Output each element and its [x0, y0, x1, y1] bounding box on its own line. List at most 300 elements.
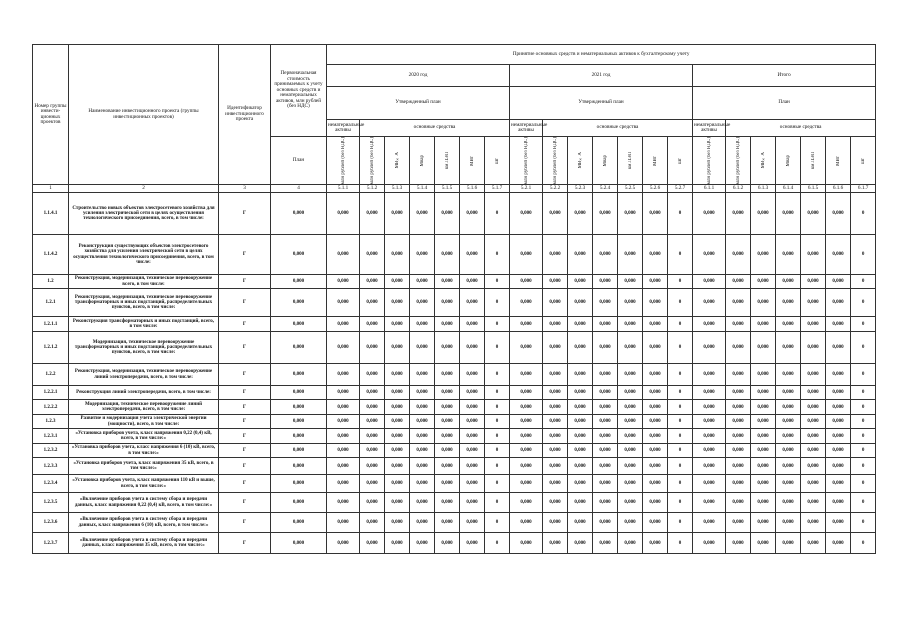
header-unit-label: млн рублей (без НДС) [706, 137, 712, 185]
row-value: 0,000 [751, 444, 776, 458]
row-value: 0,000 [751, 364, 776, 386]
row-project-name: Реконструкция, модернизация, техническое перевооружение трансформаторных и иных подстанций, распределительных пунктов, всего, в том числе: [69, 289, 219, 317]
row-value: 0,000 [385, 317, 410, 332]
row-project-id: Г [219, 444, 271, 458]
row-value: 0,000 [510, 429, 543, 444]
row-project-name: Реконструкция линий электропередачи, всего, в том числе: [69, 386, 219, 400]
row-value: 0,000 [643, 364, 668, 386]
row-value: 0,000 [460, 386, 485, 400]
row-project-name: «Установка приборов учета, класс напряжения 110 кВ и выше, всего, в том числе:» [69, 475, 219, 493]
row-value: 0,000 [543, 444, 568, 458]
row-value: 0,000 [385, 400, 410, 415]
row-value: 0,000 [726, 513, 751, 533]
row-value: 0,000 [693, 275, 726, 289]
row-value: 0,000 [435, 193, 460, 235]
row-number: 1.2.3.6 [33, 513, 69, 533]
row-value: 0,000 [568, 429, 593, 444]
row-value: 0,000 [801, 289, 826, 317]
row-value: 0,000 [543, 493, 568, 513]
header-unit [543, 137, 568, 185]
table-row [33, 415, 876, 429]
row-value: 0 [485, 513, 510, 533]
row-value: 0,000 [726, 415, 751, 429]
row-value: 0,000 [510, 458, 543, 475]
row-value: 0,000 [643, 513, 668, 533]
row-project-id: Г [219, 400, 271, 415]
row-number: 1.2.1.2 [33, 332, 69, 364]
row-value: 0 [485, 193, 510, 235]
row-value: 0,000 [460, 289, 485, 317]
header-unit [435, 137, 460, 185]
row-value: 0,000 [327, 289, 360, 317]
row-value: 0,000 [327, 475, 360, 493]
header-unit-label: км ЛЭП [627, 152, 633, 170]
row-value: 0,000 [460, 415, 485, 429]
row-number: 1.2 [33, 275, 69, 289]
row-value: 0,000 [826, 386, 851, 400]
row-value: 0,000 [801, 493, 826, 513]
row-value: 0,000 [776, 493, 801, 513]
row-value: 0,000 [460, 429, 485, 444]
row-value: 0,000 [410, 458, 435, 475]
row-value: 0 [485, 275, 510, 289]
row-value: 0,000 [776, 444, 801, 458]
row-value: 0,000 [826, 415, 851, 429]
column-index: 1 [33, 185, 69, 193]
row-value: 0,000 [776, 458, 801, 475]
row-value: 0,000 [385, 193, 410, 235]
row-value: 0,000 [360, 193, 385, 235]
row-value: 0,000 [751, 415, 776, 429]
row-value: 0,000 [543, 429, 568, 444]
header-unit-label: Мвар [602, 154, 608, 167]
header-unit [360, 137, 385, 185]
header-unit [568, 137, 593, 185]
column-index-row [33, 185, 876, 193]
row-value: 0,000 [360, 533, 385, 554]
row-value: 0,000 [751, 533, 776, 554]
row-value: 0,000 [460, 364, 485, 386]
row-value: 0,000 [643, 429, 668, 444]
row-value: 0,000 [543, 235, 568, 275]
row-value: 0,000 [435, 289, 460, 317]
row-value: 0,000 [618, 533, 643, 554]
row-value: 0,000 [618, 475, 643, 493]
row-value: 0 [851, 415, 876, 429]
row-value: 0,000 [360, 493, 385, 513]
row-value: 0,000 [543, 193, 568, 235]
row-value: 0,000 [360, 275, 385, 289]
row-value: 0,000 [693, 513, 726, 533]
row-value: 0,000 [618, 386, 643, 400]
row-value: 0,000 [826, 275, 851, 289]
header-unit-label: МВт [835, 155, 841, 166]
row-value: 0 [485, 475, 510, 493]
row-value: 0 [668, 317, 693, 332]
row-value: 0,000 [826, 429, 851, 444]
row-number: 1.2.3.2 [33, 444, 69, 458]
column-index: 6.1.5 [801, 185, 826, 193]
header-unit-label: млн рублей (без НДС) [735, 137, 741, 185]
row-project-id: Г [219, 533, 271, 554]
column-index: 5.1.2 [360, 185, 385, 193]
header-project-id: Идентификатор инвестиционного проекта [219, 45, 271, 185]
row-value: 0,000 [460, 458, 485, 475]
row-value: 0,000 [643, 475, 668, 493]
row-value: 0,000 [327, 364, 360, 386]
row-value: 0,000 [385, 235, 410, 275]
row-value: 0,000 [826, 533, 851, 554]
row-value: 0,000 [593, 275, 618, 289]
header-unit [643, 137, 668, 185]
header-unit [385, 137, 410, 185]
row-value: 0,000 [726, 444, 751, 458]
row-value: 0,000 [726, 275, 751, 289]
row-value: 0,000 [693, 415, 726, 429]
row-project-name: Модернизация, техническое перевооружение линий электропередачи, всего, в том числе: [69, 400, 219, 415]
investment-table [32, 44, 876, 554]
row-value: 0 [668, 444, 693, 458]
row-project-name: Реконструкция существующих объектов электросетевого хозяйства для усиления электрической сети в целях осуществления технологического присоединения, всего, в том числе: [69, 235, 219, 275]
row-value: 0,000 [726, 475, 751, 493]
row-initial-cost: 0,000 [271, 513, 327, 533]
row-value: 0 [851, 386, 876, 400]
row-initial-cost: 0,000 [271, 386, 327, 400]
row-value: 0,000 [801, 317, 826, 332]
row-value: 0,000 [410, 493, 435, 513]
row-value: 0,000 [776, 429, 801, 444]
row-value: 0,000 [618, 493, 643, 513]
row-value: 0,000 [801, 235, 826, 275]
row-value: 0,000 [643, 275, 668, 289]
table-row [33, 235, 876, 275]
row-value: 0,000 [410, 364, 435, 386]
row-value: 0,000 [726, 386, 751, 400]
row-value: 0,000 [776, 289, 801, 317]
header-unit [801, 137, 826, 185]
row-value: 0,000 [726, 364, 751, 386]
header-unit-label: млн рублей (без НДС) [369, 137, 375, 185]
row-value: 0,000 [327, 493, 360, 513]
column-index: 4 [271, 185, 327, 193]
row-value: 0 [668, 493, 693, 513]
row-value: 0,000 [568, 458, 593, 475]
column-index: 5.1.6 [460, 185, 485, 193]
row-value: 0,000 [568, 275, 593, 289]
row-number: 1.1.4.1 [33, 193, 69, 235]
column-index: 5.2.7 [668, 185, 693, 193]
row-value: 0,000 [826, 193, 851, 235]
row-value: 0,000 [568, 444, 593, 458]
header-unit-label: МВ×А [394, 152, 400, 169]
row-value: 0,000 [751, 400, 776, 415]
row-value: 0,000 [327, 193, 360, 235]
table-row [33, 400, 876, 415]
row-value: 0,000 [460, 533, 485, 554]
row-project-id: Г [219, 513, 271, 533]
row-value: 0,000 [510, 444, 543, 458]
row-value: 0 [668, 235, 693, 275]
column-index: 6.1.3 [751, 185, 776, 193]
row-project-id: Г [219, 429, 271, 444]
header-plan-2021: Утвержденный план [510, 87, 693, 120]
row-project-name: «Включение приборов учета в систему сбора и передачи данных, класс напряжения 35 кВ, всего, в том числе:» [69, 533, 219, 554]
row-project-name: «Установка приборов учета, класс напряжения 0,22 (0,4) кВ, всего, в том числе:» [69, 429, 219, 444]
row-value: 0,000 [593, 193, 618, 235]
row-initial-cost: 0,000 [271, 193, 327, 235]
row-value: 0,000 [618, 415, 643, 429]
row-value: 0,000 [693, 429, 726, 444]
row-value: 0,000 [643, 458, 668, 475]
row-number: 1.2.1 [33, 289, 69, 317]
row-value: 0,000 [593, 458, 618, 475]
row-value: 0,000 [327, 332, 360, 364]
row-project-id: Г [219, 235, 271, 275]
column-index: 6.1.2 [726, 185, 751, 193]
row-value: 0,000 [360, 444, 385, 458]
row-value: 0,000 [360, 317, 385, 332]
row-project-id: Г [219, 332, 271, 364]
row-value: 0 [485, 317, 510, 332]
header-unit [510, 137, 543, 185]
row-project-name: Строительство новых объектов электросетевого хозяйства для усиления электрической сети в целях осуществления технологического присоединения, всего, в том числе: [69, 193, 219, 235]
column-index: 6.1.1 [693, 185, 726, 193]
row-value: 0,000 [360, 332, 385, 364]
header-total: Итого [693, 65, 876, 87]
row-value: 0,000 [618, 458, 643, 475]
row-value: 0,000 [327, 415, 360, 429]
row-project-name: «Включение приборов учета в систему сбора и передачи данных, класс напряжения 0,22 (0,4) кВ, всего, в том числе:» [69, 493, 219, 513]
row-value: 0,000 [776, 415, 801, 429]
table-row [33, 193, 876, 235]
row-value: 0,000 [776, 513, 801, 533]
row-value: 0,000 [726, 458, 751, 475]
column-index: 5.2.1 [510, 185, 543, 193]
column-index: 5.1.4 [410, 185, 435, 193]
row-value: 0,000 [435, 513, 460, 533]
row-number: 1.2.3 [33, 415, 69, 429]
row-value: 0,000 [693, 364, 726, 386]
row-value: 0,000 [618, 317, 643, 332]
row-value: 0,000 [460, 332, 485, 364]
row-value: 0,000 [360, 475, 385, 493]
row-value: 0,000 [327, 386, 360, 400]
row-value: 0,000 [593, 364, 618, 386]
row-value: 0,000 [593, 332, 618, 364]
row-project-name: Модернизация, техническое перевооружение трансформаторных и иных подстанций, распределительных пунктов, всего, в том числе: [69, 332, 219, 364]
row-value: 0,000 [410, 275, 435, 289]
row-value: 0,000 [726, 533, 751, 554]
row-value: 0,000 [510, 493, 543, 513]
row-value: 0 [851, 493, 876, 513]
row-value: 0 [485, 444, 510, 458]
row-value: 0,000 [410, 289, 435, 317]
row-value: 0,000 [618, 235, 643, 275]
row-value: 0,000 [510, 513, 543, 533]
header-fixed-2020: основные средства [360, 120, 510, 137]
row-value: 0,000 [726, 429, 751, 444]
row-value: 0,000 [360, 400, 385, 415]
table-row [33, 533, 876, 554]
row-value: 0 [851, 458, 876, 475]
row-value: 0 [668, 275, 693, 289]
row-value: 0,000 [460, 513, 485, 533]
row-value: 0,000 [593, 415, 618, 429]
row-value: 0,000 [543, 386, 568, 400]
row-value: 0,000 [568, 513, 593, 533]
row-value: 0,000 [510, 475, 543, 493]
header-unit [327, 137, 360, 185]
row-value: 0,000 [618, 275, 643, 289]
row-value: 0,000 [693, 289, 726, 317]
row-value: 0,000 [776, 475, 801, 493]
row-value: 0,000 [568, 475, 593, 493]
row-value: 0,000 [543, 415, 568, 429]
row-value: 0,000 [801, 400, 826, 415]
row-value: 0,000 [693, 235, 726, 275]
row-value: 0,000 [751, 332, 776, 364]
row-value: 0,000 [593, 444, 618, 458]
column-index: 6.1.7 [851, 185, 876, 193]
table-row [33, 332, 876, 364]
row-value: 0,000 [618, 400, 643, 415]
header-unit-label: шт [677, 157, 683, 164]
row-project-id: Г [219, 493, 271, 513]
table-row [33, 458, 876, 475]
header-unit [410, 137, 435, 185]
row-value: 0,000 [385, 493, 410, 513]
row-value: 0,000 [726, 193, 751, 235]
row-value: 0 [485, 415, 510, 429]
row-value: 0,000 [327, 275, 360, 289]
header-initial-cost: Первоначальная стоимость принимаемых к учету основных средств и нематериальных активов, млн рублей (без НДС) [271, 45, 327, 137]
row-value: 0,000 [693, 475, 726, 493]
row-value: 0,000 [826, 458, 851, 475]
row-project-id: Г [219, 289, 271, 317]
row-value: 0 [668, 533, 693, 554]
header-unit-label: км ЛЭП [810, 152, 816, 170]
row-number: 1.2.3.7 [33, 533, 69, 554]
column-index: 6.1.6 [826, 185, 851, 193]
row-value: 0,000 [327, 235, 360, 275]
row-value: 0,000 [435, 400, 460, 415]
row-number: 1.2.2.2 [33, 400, 69, 415]
row-value: 0,000 [693, 444, 726, 458]
row-value: 0,000 [726, 289, 751, 317]
row-value: 0 [668, 429, 693, 444]
row-project-name: «Включение приборов учета в систему сбора и передачи данных, класс напряжения 6 (10) кВ, всего, в том числе:» [69, 513, 219, 533]
row-value: 0,000 [593, 317, 618, 332]
row-value: 0 [485, 235, 510, 275]
row-project-name: Развитие и модернизация учета электрической энергии (мощности), всего, в том числе: [69, 415, 219, 429]
row-value: 0,000 [643, 400, 668, 415]
row-value: 0,000 [643, 533, 668, 554]
row-value: 0,000 [385, 415, 410, 429]
row-project-name: Реконструкция, модернизация, техническое перевооружение всего, в том числе: [69, 275, 219, 289]
row-value: 0 [668, 289, 693, 317]
row-value: 0,000 [801, 513, 826, 533]
row-value: 0 [851, 475, 876, 493]
row-value: 0,000 [360, 235, 385, 275]
row-initial-cost: 0,000 [271, 364, 327, 386]
row-number: 1.2.3.5 [33, 493, 69, 513]
row-value: 0,000 [510, 317, 543, 332]
row-value: 0,000 [510, 533, 543, 554]
header-unit [593, 137, 618, 185]
row-value: 0,000 [385, 289, 410, 317]
row-value: 0,000 [568, 400, 593, 415]
row-value: 0 [668, 332, 693, 364]
table-row [33, 444, 876, 458]
header-unit-label: МВ×А [577, 152, 583, 169]
row-value: 0,000 [435, 429, 460, 444]
row-value: 0,000 [776, 400, 801, 415]
row-number: 1.2.1.1 [33, 317, 69, 332]
row-initial-cost: 0,000 [271, 317, 327, 332]
row-value: 0,000 [543, 475, 568, 493]
header-unit [460, 137, 485, 185]
row-value: 0,000 [568, 235, 593, 275]
row-project-name: «Установка приборов учета, класс напряжения 6 (10) кВ, всего, в том числе:» [69, 444, 219, 458]
row-number: 1.2.3.1 [33, 429, 69, 444]
row-value: 0 [485, 364, 510, 386]
row-value: 0,000 [510, 400, 543, 415]
row-value: 0,000 [751, 317, 776, 332]
header-unit [826, 137, 851, 185]
row-value: 0,000 [593, 235, 618, 275]
row-value: 0,000 [410, 193, 435, 235]
row-value: 0 [668, 458, 693, 475]
row-initial-cost: 0,000 [271, 289, 327, 317]
row-value: 0,000 [826, 475, 851, 493]
header-unit-label: млн рублей (без НДС) [523, 137, 529, 185]
header-unit-label: млн рублей (без НДС) [552, 137, 558, 185]
row-value: 0,000 [385, 332, 410, 364]
row-value: 0,000 [543, 364, 568, 386]
row-value: 0,000 [801, 364, 826, 386]
report-sheet [32, 44, 869, 554]
row-value: 0,000 [410, 533, 435, 554]
row-value: 0,000 [643, 493, 668, 513]
row-value: 0,000 [826, 332, 851, 364]
row-value: 0 [668, 364, 693, 386]
table-row [33, 275, 876, 289]
row-value: 0,000 [568, 193, 593, 235]
row-value: 0,000 [776, 533, 801, 554]
header-unit-label: Мвар [419, 154, 425, 167]
header-unit-label: км ЛЭП [444, 152, 450, 170]
row-value: 0,000 [510, 386, 543, 400]
row-project-id: Г [219, 364, 271, 386]
row-value: 0 [668, 386, 693, 400]
row-value: 0 [485, 533, 510, 554]
row-project-id: Г [219, 317, 271, 332]
row-value: 0,000 [801, 444, 826, 458]
row-value: 0,000 [801, 475, 826, 493]
row-project-id: Г [219, 386, 271, 400]
row-value: 0,000 [643, 193, 668, 235]
row-value: 0,000 [385, 458, 410, 475]
row-value: 0,000 [568, 332, 593, 364]
row-value: 0,000 [751, 386, 776, 400]
row-value: 0 [668, 193, 693, 235]
row-value: 0,000 [435, 415, 460, 429]
row-value: 0,000 [776, 235, 801, 275]
row-project-id: Г [219, 458, 271, 475]
row-value: 0,000 [726, 332, 751, 364]
row-value: 0,000 [618, 289, 643, 317]
row-value: 0,000 [460, 275, 485, 289]
